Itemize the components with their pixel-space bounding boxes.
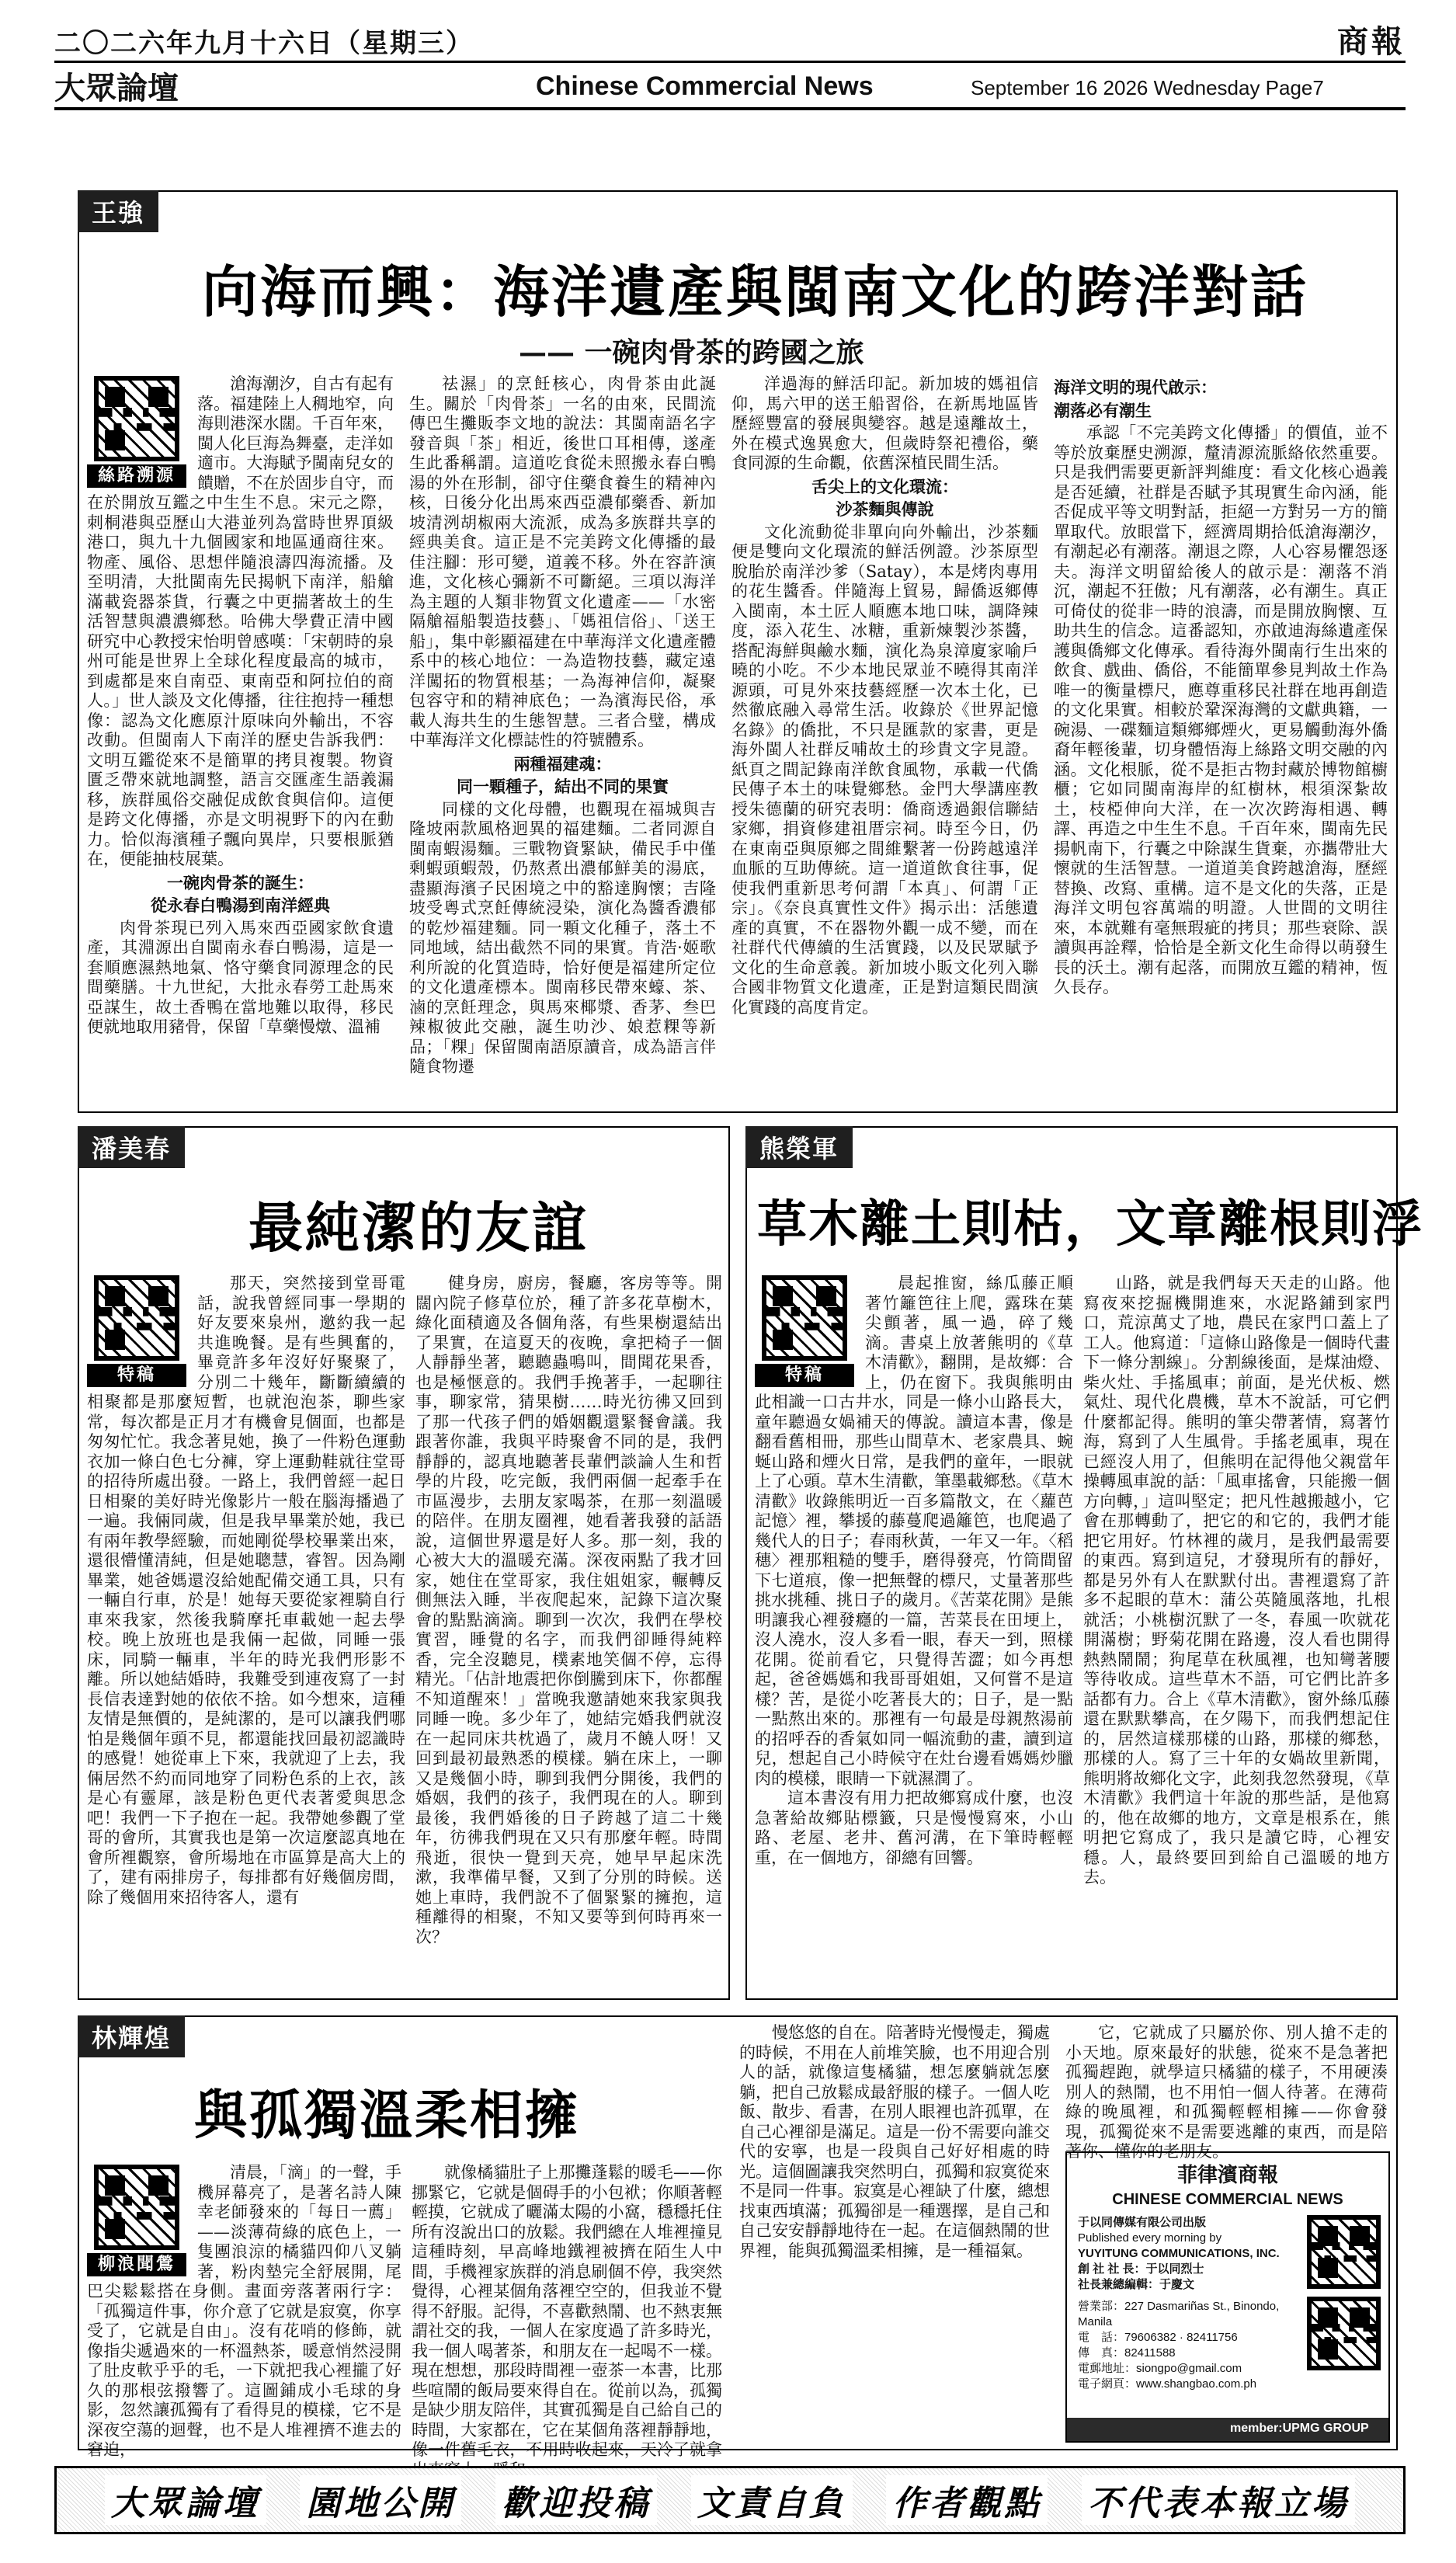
section-heading: 同一顆種子，結出不同的果實 xyxy=(457,777,669,796)
qr-code xyxy=(87,376,186,488)
publisher-line: YUYITUNG COMMUNICATIONS, INC. xyxy=(1078,2247,1280,2260)
article-3-column-2 xyxy=(1083,1274,1390,1992)
paragraph: 山路，就是我們每天天走的山路。他寫夜來挖掘機開進來，水泥路鋪到家門口，荒涼萬丈了地，農民在家門口蓋上了工人。他寫道：「這條山路像是一個時代畫下一條分割線」。分割線後面，是煤油燈、柴火灶、手搖風車；前面，是光伏板、燃氣灶、現代化農機，草木不說話，可它們什麼都記得。熊明的筆尖帶著情，寫著竹海，寫到了人生風骨。手搖老風車，現在已經沒人用了，但熊明在記得他父親當年操轉風車說的話：「風車搖會，只能搬一個方向轉，」這叫堅定；把凡性越搬越小，它會在那轉動了，把它的和它的，我們才能把它用好。竹林裡的歲月，是我們最需要的東西。寫到這兒，才發現所有的靜好，都是另外有人在默默付出。書裡還寫了許多不起眼的草木：蒲公英隨風落地，扎根就活；小桃樹沉默了一冬，春風一吹就花開滿樹；野菊花開在路邊，沒人看也開得熱熱鬧鬧；狗尾草在秋風裡，也知彎著腰等待收成。這些草木不語，可它們比許多話都有力。合上《草木清歡》，窗外絲瓜藤還在默默攀高，在夕陽下，而我們想記住的，居然這樣那樣的山路，那樣的鄉愁，那樣的人。寫了三十年的女媧故里新聞，熊明將故鄉化文字，此刻我忽然發現，《草木清歡》我們這十年說的那些話，是他寫的，他在故鄉的地方，文章是根系在，熊明把它寫成了，我只是讀它時，心裡安穩。人，最終要回到給自己溫暖的地方去。 xyxy=(1083,1274,1390,1887)
paragraph: 祛濕」的烹飪核心，肉骨茶由此誕生。關於「肉骨茶」一名的由來，民間流傳巴生攤販李文地的說法：其閩南語名字發音與「茶」相近，後世口耳相傳，遂產生此番稱謂。這道吃食從未照搬永春白鴨湯的外在形制，卻守住藥食養生的精神內核，日後分化出馬來西亞濃郁藥香、新加坡清洌胡椒兩大流派，成為多族群共享的經典美食。這正是不完美跨文化傳播的最佳注腳：形可變，道義不移。外在容許演進，文化核心彌新不可斷絕。三項以海洋為主題的人類非物質文化遺產——「水密隔艙福船製造技藝」、「媽祖信俗」、「送王船」，集中彰顯福建在中華海洋文化遺產體系中的核心地位：一為造物技藝，藏定遠洋闖拓的物質根基；一為海神信仰，凝聚包容守和的精神底色；一為濱海民俗，承載人海共生的生態智慧。三者合璧，構成中華海洋文化標誌性的符號體系。 xyxy=(409,374,716,749)
author-tag: 潘美春 xyxy=(78,1126,185,1168)
qr-code-icon xyxy=(1307,2215,1381,2289)
article-1-column-3 xyxy=(731,374,1038,1104)
editor-line: 社長兼總編輯：于慶文 xyxy=(1078,2278,1195,2291)
footer-slogan-strip xyxy=(54,2466,1406,2534)
section-heading: 潮落必有潮生 xyxy=(1054,400,1152,420)
section-heading: 沙茶麵與傳說 xyxy=(836,499,934,519)
paper-name: 商報 xyxy=(1337,23,1406,60)
qr-code-icon xyxy=(94,1275,179,1361)
slogan: 歡迎投稿 xyxy=(495,2475,657,2525)
address-line: 營業部：227 Dasmariñas St., Binondo, Manila xyxy=(1078,2300,1280,2328)
website-line: 電子網頁：www.shangbao.com.ph xyxy=(1078,2377,1257,2391)
subheadline: —— 一碗肉骨茶的跨國之旅 xyxy=(519,336,864,369)
publisher-info-box xyxy=(1065,2151,1390,2443)
headline: 與孤獨溫柔相擁 xyxy=(194,2085,581,2147)
paragraph: 慢悠悠的自在。陪著時光慢慢走，獨處的時候，不用在人前堆笑臉，也不用迎合別人的話，就像這隻橘貓，想怎麼躺就怎麼躺，把自己放鬆成最舒服的樣子。一個人吃飯、散步、看書，在別人眼裡也許孤單，在自己心裡卻是滿足。這是一份不需要向誰交代的安寧，也是一段與自己好好相處的時光。這個圖讓我突然明白，孤獨和寂寞從來不是同一件事。寂寞是心裡缺了什麼，總想找東西填滿；孤獨卻是一種選擇，是自己和自己安安靜靜地待在一起。在這個熱鬧的世界裡，能與孤獨溫柔相擁，是一種福氣。 xyxy=(739,2023,1050,2260)
publisher-title-english: CHINESE COMMERCIAL NEWS xyxy=(1112,2191,1343,2208)
headline: 草木離土則枯，文章離根則浮 xyxy=(757,1196,1423,1254)
article-4-column-3 xyxy=(739,2023,1050,2443)
paragraph: 承認「不完美跨文化傳播」的價值，並不等於放棄歷史溯源，釐清源流脈絡依然重要。只是我們需要更新評判維度：看文化核心過義是否延續，社群是否賦予其現實生命內涵，能否促成平等文明對話，拒絕一方對另一方的簡單取代。放眼當下，經濟周期拾低滄海潮汐，有潮起必有潮落。潮退之際，人心容易懼怨逐夫。海洋文明留給後人的啟示是：潮落不消沉，潮起不狂傲；凡有潮落，必有潮生。真正可倚仗的從非一時的浪濤，而是開放胸懷、互助共生的信念。這番認知，亦啟迪海絲遺產保護與僑鄉文化傳承。看待海外閩南行生出來的飲食、戲曲、僑俗，不能簡單參見判故土作為唯一的衡量標尺，應尊重移民社群在地再創造的文化果實。相較於鞏深海灣的文獻典籍，一碗湯、一碟麵這類鄉鄉煙火，更易觸動海外僑裔年輕後輩，切身體悟海上絲路文明交融的內涵。文化根脈，從不是拒古物封藏於博物館櫥櫃；它如同閩南海岸的紅樹林，根須深紮故土，枝椏伸向大洋，在一次次跨海相遇、轉譯、再造之中生生不息。千百年來，閩南先民揚帆南下，行囊之中除謀生貨棄，亦攜帶壯大懷就的生活智慧。一道道美食跨越滄海，歷經替換、改寫、重構。這不是文化的失落，正是海洋文明包容萬端的明證。人世間的文明往來，本就難有毫無瑕疵的拷貝；那些衰除、誤讀與再詮釋，恰恰是全新文化生命得以萌發生長的沃土。潮有起落，而開放互鑑的精神，恆久長存。 xyxy=(1054,423,1388,996)
publisher-line: 于以同傳媒有限公司出版 xyxy=(1078,2216,1207,2229)
article-4-column-2 xyxy=(412,2163,722,2459)
slogan: 園地公開 xyxy=(300,2475,461,2525)
section-heading: 從永春白鴨湯到南洋經典 xyxy=(151,895,330,915)
qr-code xyxy=(87,2165,186,2276)
headline: 向海而興：海洋遺產與閩南文化的跨洋對話 xyxy=(202,259,1309,325)
author-tag: 林輝煌 xyxy=(78,2015,185,2057)
paragraph: 肉骨茶現已列入馬來西亞國家飲食遺產，其淵源出自閩南永春白鴨湯，這是一套順應濕熱地氣、恪守藥食同源理念的民間藥膳。十九世紀，大批永春勞工赴馬來亞謀生，故土香鴨在當地難以取得，移民便就地取用豬骨，保留「草藥慢燉、溫補 xyxy=(87,918,394,1036)
paper-name-english: Chinese Commercial News xyxy=(536,71,874,101)
date-english: September 16 2026 Wednesday Page7 xyxy=(971,76,1324,99)
founder-line: 創 社 社 長：于以同烈士 xyxy=(1078,2262,1204,2276)
article-4-column-4 xyxy=(1065,2023,1388,2161)
paragraph: 它，它就成了只屬於你、別人搶不走的小天地。原來最好的狀態，從來不是急著把孤獨趕跑，就學這只橘貓的樣子，不用硬湊別人的熱鬧，也不用怕一個人待著。在薄荷綠的晚風裡，和孤獨輕輕相擁——你會發現，孤獨從來不是需要逃離的東西，而是陪著你、懂你的老朋友。 xyxy=(1065,2023,1388,2161)
masthead-bottom-rule xyxy=(54,107,1406,110)
qr-code-icon xyxy=(762,1275,847,1361)
column-name: 大眾論壇 xyxy=(54,70,179,106)
publisher-line: Published every morning by xyxy=(1078,2231,1222,2245)
slogan: 文責自負 xyxy=(691,2475,853,2525)
qr-code xyxy=(87,1275,186,1387)
paragraph: 同樣的文化母體，也觀現在福城與吉隆坡兩款風格迥異的福建麵。二者同源自閩南蝦湯麵。三戰物資緊缺，備民手中僅剩蝦頭蝦殼，仍熬煮出濃郁鮮美的湯底，盡顯海濱子民困境之中的豁達胸懷；吉隆坡受粵式烹飪傳統浸染，演化為醬香濃郁的乾炒福建麵。同一顆文化種子，落土不同地域，結出截然不同的果實。肯浩·姬歌利所說的化質造時，恰好便是福建所定位的文化遺產標本。閩南移民帶來蠔、茶、滷的烹飪理念，與馬來椰漿、香茅、叁巴辣椒彼此交融，誕生叻沙、娘惹粿等新品；「粿」保留閩南語原讀音，成為語言伴隨食物遷 xyxy=(409,799,716,1076)
article-1-column-4 xyxy=(1054,374,1388,1104)
paragraph: 健身房，廚房，餐廳，客房等等。開闊內院子修草位於，種了許多花草樹木，綠化面積適及各個角落，有些果樹還結出了果實，在這夏天的夜晚，拿把椅子一個人靜靜坐著，聽聽蟲鳴叫，間聞花果香，也是極惬意的。我們手挽著手，一起聊往事，聊家常，猜果樹……時光彷彿又回到了那一代孩子們的婚姻觀還緊餐會議。我跟著你誰，我與平時聚會不同的是，我們靜靜的，認真地聽著長輩們談論人生和哲學的片段，吃完飯，我們兩個一起牽手在市區漫步，去朋友家喝茶，在那一刻溫暖的陪伴。在朋友圈裡，她看著我發的話語說，這個世界還是好人多。那一刻，我的心被大大的溫暖充滿。深夜兩點了我才回家，她住在堂哥家，我住姐姐家，輾轉反側無法入睡，半夜爬起來，記錄下這次聚會的點點滴滴。聊到一次次，我們在學校實習，睡覺的名字，而我們卻睡得純粹香，完全沒聽見，樸素地笑個不停，忘得精光。「佔計地震把你倒騰到床下，你都醒不知道醒來！」當晚我邀請她來我家與我同睡一晚。多少年了，她結完婚我們就沒在一起同床共枕過了，歲月不饒人呀！又回到最初最熟悉的模樣。躺在床上，一聊又是幾個小時，聊到我們分開後，我們的婚姻，我們的孩子，我們現在的人。聊到最後，我們婚後的日子跨越了這二十幾年，彷彿我們現在又只有那麼年輕。時間飛逝，很快一覺到天亮，她早早起床洗漱，我準備早餐，又到了分別的時候。送她上車時，我們說不了個緊緊的擁抱，這種離得的相聚，不知又要等到何時再來一次？ xyxy=(415,1274,722,1946)
article-1-column-1 xyxy=(87,374,394,1104)
qr-label: 絲路溯源 xyxy=(87,464,186,488)
qr-code-icon xyxy=(94,376,179,461)
article-3-column-1 xyxy=(755,1274,1073,1992)
qr-label: 特稿 xyxy=(755,1364,854,1387)
date-line: 二〇二六年九月十六日（星期三） xyxy=(54,28,474,59)
section-heading: 一碗肉骨茶的誕生： xyxy=(167,872,314,892)
article-1-column-2 xyxy=(409,374,716,1104)
paragraph: 清晨，「滴」的一聲，手機屏幕亮了，是著名詩人陳幸老師發來的「每日一薦」——淡薄荷綠的底色上，一隻團浪涼的橘貓四仰八叉躺著，粉肉墊完全舒展開，尾巴尖鬆鬆搭在身側。畫面旁落著兩行字：「孤獨這件事，你介意了它就是寂寞，你享受了，它就是自由」。沒有花哨的修飾，就像指尖遞過來的一杯溫熱茶，暖意悄然浸開了肚皮軟乎乎的毛，一下就把我心裡攏了好久的那根弦撥響了。這圖鋪成小毛球的身影，忽然讓孤獨有了看得見的模樣，它不是深夜空蕩的迴聲，也不是人堆裡擠不進去的窘迫， xyxy=(87,2163,401,2459)
author-tag: 王強 xyxy=(78,190,158,232)
section-heading: 海洋文明的現代啟示： xyxy=(1054,377,1217,397)
paragraph: 洋過海的鮮活印記。新加坡的媽祖信仰，馬六甲的送王船習俗，在新馬地區皆歷經豐富的發展與變容。越是遠離故土，外在模式逸異愈大，但歲時祭祀禮俗，藥食同源的生命觀，依舊深植民間生活。 xyxy=(731,374,1038,472)
masthead-rule xyxy=(54,61,1406,63)
article-2-column-2 xyxy=(415,1274,722,1992)
article-4-column-1 xyxy=(87,2163,401,2459)
section-heading: 舌尖上的文化環流： xyxy=(811,476,958,496)
fax-line: 傳 真：82411588 xyxy=(1078,2346,1176,2360)
qr-label: 特稿 xyxy=(87,1364,186,1387)
slogan: 不代表本報立場 xyxy=(1082,2475,1355,2525)
member-footer: member:UPMG GROUP xyxy=(1067,2418,1388,2441)
qr-code-icon xyxy=(94,2165,179,2250)
slogan: 作者觀點 xyxy=(886,2475,1048,2525)
headline: 最純潔的友誼 xyxy=(248,1196,589,1260)
phone-line: 電 話：79606382 · 82411756 xyxy=(1078,2331,1238,2344)
email-line: 電郵地址：siongpo@gmail.com xyxy=(1078,2362,1242,2375)
qr-label: 柳浪聞鶯 xyxy=(87,2253,186,2276)
paragraph: 晨起推窗，絲瓜藤正順著竹籬笆往上爬，露珠在葉尖顫著，風一過，碎了幾滴。書桌上放著熊明的《草木清歡》，翻開，是故鄉：合上，仍在窗下。我與熊明由此相識一口古井水，同是一條小山路長大，童年聽過女媧補天的傳說。讀這本書，像是翻看舊相冊，那些山間草木、老家農具、蜿蜒山路和煙火日常，是我們的童年，一眼就上了心頭。草木生清歡，筆墨載鄉愁。《草木清歡》收錄熊明近一百多篇散文，在〈蘿芭記憶〉裡，攀援的藤蔓爬過籬笆，也爬過了幾代人的日子；春雨秋黃，一年又一年。〈稻穗〉裡那粗糙的雙手，磨得發亮，竹筒間留下七道痕，像一把無聲的標尺，丈量著那些挑水挑種、挑日子的歲月。《苦菜花開》是熊明讓我心裡發癮的一篇，苦菜長在田埂上，沒人澆水，沒人多看一眼，春天一到，照樣花開。從前看它，只覺得苦澀；如今再想起，爸爸媽媽和我哥哥姐姐，又何嘗不是這樣？苦，是從小吃著長大的；日子，是一點一點熬出來的。那裡有一句最是母親熬湯前的招呼吞的香氣如同一幅流動的畫，讀到這兒，想起自己小時候守在灶台邊看媽媽炒臘肉的模樣，眼睛一下就濕潤了。 xyxy=(755,1274,1073,1788)
paragraph: 這本書沒有用力把故鄉寫成什麼，也沒急著給故鄉貼標籤，只是慢慢寫來，小山路、老屋、老井、舊河溝，在下筆時輕輕重，在一個地方，卻總有回響。 xyxy=(755,1789,1073,1867)
section-heading: 兩種福建魂： xyxy=(513,753,612,774)
qr-code xyxy=(755,1275,854,1387)
qr-code-icon xyxy=(1307,2297,1381,2370)
paragraph: 文化流動從非單向向外輸出，沙茶麵便是雙向文化環流的鮮活例證。沙茶原型脫胎於南洋沙爹（Satay），本是烤肉專用的花生醬香。伴隨海上貿易，歸僑返鄉傳入閩南，本土匠人順應本地口味，調降辣度，添入花生、冰糖，重新煉製沙茶醬，搭配海鮮與鹼水麵，演化為泉漳廈家喻戶曉的小吃。不少本地民眾並不曉得其南洋源頭，可見外來技藝經歷一次本土化，已然徹底融入尋常生活。收錄於《世界記憶名錄》的僑批，不只是匯款的家書，更是海外閩人社群反哺故土的珍貴文字見證。紙頁之間記錄南洋飲食風物，承載一代僑民傳子本土的味覺鄉愁。金門大學講座教授朱德蘭的研究表明：僑商透過銀信聯結家鄉，捐資修建祖厝宗祠。時至今日，仍在東南亞與原鄉之間維繫著一份跨越遠洋血脈的互助傳統。這一道道飲食往事，促使我們重新思考何謂「本真」、何謂「正宗」。《奈良真實性文件》揭示出：活態遺產的真實，不在器物外觀一成不變，而在社群代代傳續的生活實踐，以及民眾賦予文化的生命意義。新加坡小販文化列入聯合國非物質文化遺產，正是對這類民間演化實踐的高度肯定。 xyxy=(731,522,1038,1017)
paragraph: 滄海潮汐，自古有起有落。福建陸上人稠地窄，向海則港深水闊。千百年來，閩人化巨海為舞臺，走洋如適市。大海賦予閩南兒女的饋贈，不在於固步自守，而在於開放互鑑之中生生不息。宋元之際，刺桐港與亞歷山大港並列為當時世界頂級港口，與九十九個國家和地區通商往來。物產、風俗、思想伴隨浪濤四海流播。及至明清，大批閩南先民揭帆下南洋，船艙滿載瓷器茶貨，行囊之中更揣著故土的生活智慧與濃濃鄉愁。哈佛大學費正清中國研究中心教授宋怡明曾感嘆：「宋朝時的泉州可能是世界上全球化程度最高的城市，到處都是來自南亞、東南亞和阿拉伯的商人。」世人談及文化傳播，往往抱持一種想像：認為文化應原汁原味向外輸出，不容改動。但閩南人下南洋的歷史告訴我們：文明互鑑從來不是簡單的拷貝複製。物資匱乏帶來就地調整，語言交匯產生語義漏移，族群風俗交融促成飲食與信仰。這便是跨文化傳播，亦是文明視野下的內在動力。恰似海濱種子飄向異岸，只要根脈猶在，便能抽枝展葉。 xyxy=(87,374,394,868)
paragraph: 那天，突然接到堂哥電話，說我曾經同事一學期的好友要來泉州，邀約我一起共進晚餐。是有些興奮的，畢竟許多年沒好好聚聚了，分別二十幾年，斷斷續續的相聚都是那麼短暫，也就泡泡茶，聊些家常，每次都是正月才有機會見個面，也都是匆匆忙忙。我念著見她，換了一件粉色運動衣加一條白色七分褲，穿上運動鞋就往堂哥的招待所處出發。一路上，我們曾經一起日日相聚的美好時光像影片一般在腦海播過了一遍。我倆同歲，但是我早畢業於她，我已有兩年教學經驗，而她剛從學校畢業出來，還很懵懂清純，但是她聰慧，睿智。因為剛畢業，她爸媽還沒給她配備交通工具，只有一輛自行車，於是！她每天要從家裡騎自行車來我家，然後我騎摩托車載她一起去學校。晚上放班也是我倆一起做，同睡一張床，同騎一輛車，半年的時光我們形影不離。所以她結婚時，我難受到連夜寫了一封長信表達對她的依依不捨。如今想來，這種友情是無價的，是純潔的，是可以讓我們哪怕是幾個年頭不見，都還能找回最初認識時的感覺！她從車上下來，我就迎了上去，我倆居然不約而同地穿了同粉色系的上衣，該是心有靈犀，該是粉色更代表著愛與思念吧！我們一下子抱在一起。我帶她參觀了堂哥的會所，其實我也是第一次這麼認真地在會所裡觀察，會所場地在市區算是高大上的了，建有兩排房子，每排都有好幾個房間，除了幾個用來招待客人，還有 xyxy=(87,1274,405,1907)
slogan: 大眾論壇 xyxy=(105,2475,266,2525)
paragraph: 就像橘貓肚子上那攤蓬鬆的暖毛——你挪緊它，它就是個碍手的小包袱；你順著輕輕摸，它就成了曬滿太陽的小窩，穩穩托住所有沒說出口的放鬆。我們總在人堆裡撞見這種時刻，早高峰地鐵裡被擠在陌生人中間，手機裡家族群的消息刷個不停，我突然覺得，心裡某個角落裡空空的，但我並不覺得不舒服。記得，不喜歡熱鬧、也不熱衷無謂社交的我，一個人在家度過了許多時光，我一個人喝著茶，和朋友在一起喝不一樣。現在想想，那段時間裡一壺茶一本書，比那些喧鬧的飯局要來得自在。從前以為，孤獨是缺少朋友陪伴，其實孤獨是自己給自己的時間，大家都在，它在某個角落裡靜靜地，像一件舊毛衣，不用時收起來，天冷了就拿 xyxy=(412,2163,722,2459)
publisher-title: 菲律濱商報 xyxy=(1176,2164,1278,2187)
author-tag: 熊榮軍 xyxy=(745,1126,853,1168)
article-2-column-1 xyxy=(87,1274,405,1992)
